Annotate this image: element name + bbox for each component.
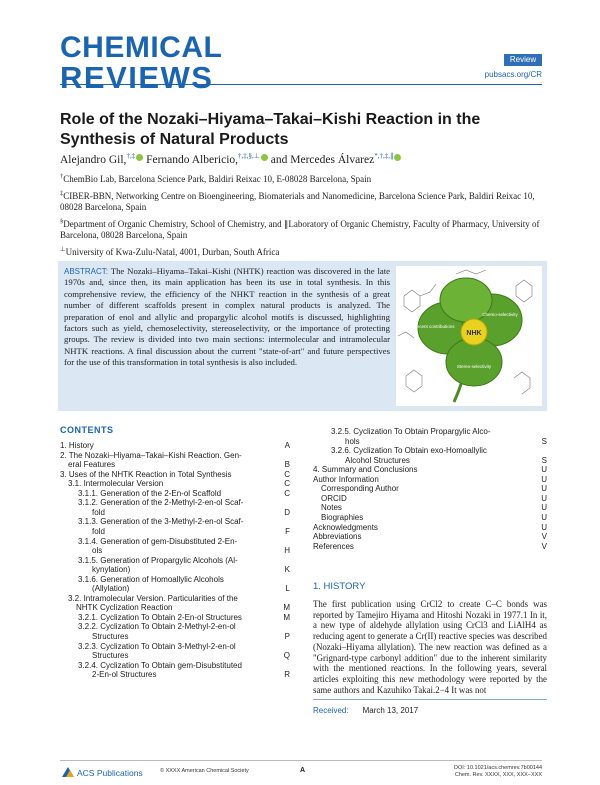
author-affiliation-marks: †,‡,§,⊥	[238, 152, 260, 160]
contents-page-letter: C	[284, 488, 290, 498]
contents-entry-title: 1. History	[60, 441, 94, 450]
contents-page-letter: V	[541, 532, 547, 542]
clover-leaf-label: Recent contributions	[413, 324, 455, 329]
received-divider	[313, 699, 547, 700]
article-title: Role of the Nozaki–Hiyama–Takai–Kishi Reaction in the Synthesis of Natural Products	[60, 111, 481, 148]
doi-citation[interactable]: DOI: 10.1021/acs.chemrev.7b00144 Chem. Rev. XXXX, XXX, XXX−XXX	[454, 765, 542, 778]
contents-entry-title: 3. Uses of the NHTK Reaction in Total Synthesis	[60, 469, 232, 479]
contents-entry[interactable]	[78, 661, 274, 671]
contents-entry[interactable]	[60, 470, 274, 480]
contents-page-letter: C	[284, 469, 290, 479]
author-affiliation-marks: *,†,‡,∥	[374, 152, 394, 160]
contents-entry-title: ols	[92, 546, 103, 556]
contents-page-letter: U	[541, 465, 547, 475]
contents-entry[interactable]	[78, 517, 274, 527]
contents-page-letter: S	[541, 455, 547, 465]
clover-leaf-label: Stereo-selectivity	[456, 364, 492, 369]
svg-text:ACS Publications: ACS Publications	[77, 768, 143, 778]
article-type-badge: Review	[504, 54, 542, 66]
contents-entry[interactable]	[60, 451, 274, 461]
contents-entry[interactable]	[313, 475, 531, 485]
contents-page-letter: H	[284, 546, 290, 556]
contents-heading: CONTENTS	[60, 425, 114, 435]
contents-entry[interactable]	[78, 489, 274, 499]
contents-entry[interactable]	[92, 584, 274, 594]
contents-page-letter: P	[284, 632, 290, 641]
contents-page-letter: R	[284, 670, 290, 680]
acs-publications-logo[interactable]	[60, 765, 160, 779]
contents-entry-title: fold	[92, 507, 105, 517]
contents-entry[interactable]	[321, 503, 531, 513]
author-name[interactable]: Fernando Albericio,	[146, 153, 239, 166]
contents-entry-title: (Allylation)	[92, 584, 130, 594]
contents-entry-title: 3.1.1. Generation of the 2-En-ol Scaffold	[78, 488, 222, 498]
contents-entry[interactable]	[313, 542, 531, 552]
affiliation: §Department of Organic Chemistry, School of Chemistry, and ∥Laboratory of Organic Chemistry, Faculty of Pharmacy, University of Barcelona, 08028 Barcelona, Spain	[60, 217, 540, 240]
contents-entry[interactable]	[76, 603, 274, 613]
contents-page-letter: F	[285, 526, 290, 536]
contents-entry-title: 3.2.2. Cyclization To Obtain 2-Methyl-2-en-ol	[78, 622, 236, 632]
contents-entry-title: NHTK Cyclization Reaction	[76, 603, 173, 613]
section-heading: 1. HISTORY	[313, 581, 366, 592]
contents-entry[interactable]	[321, 513, 531, 523]
contents-entry-title: References	[313, 541, 354, 551]
orcid-icon[interactable]	[394, 154, 401, 161]
contents-entry[interactable]	[345, 456, 531, 466]
contents-page-letter: U	[541, 474, 547, 484]
contents-entry[interactable]	[331, 427, 531, 437]
copyright: © XXXX American Chemical Society	[160, 768, 249, 774]
contents-entry-title: Biographies	[321, 512, 364, 522]
contents-entry[interactable]	[78, 613, 274, 623]
clover-leaf-label: Chemo-selectivity	[482, 312, 518, 317]
contents-entry[interactable]	[78, 622, 274, 632]
page-label: A	[300, 767, 306, 774]
footer-divider	[60, 760, 542, 761]
contents-entry[interactable]	[313, 523, 531, 533]
contents-page-letter: D	[284, 507, 290, 517]
contents-entry-title: 4. Summary and Conclusions	[313, 465, 418, 475]
author-affiliation-marks: †,‡	[126, 152, 136, 160]
affiliations	[60, 171, 550, 260]
received-date: Received: March 13, 2017	[313, 706, 419, 715]
contents-page-letter: K	[284, 565, 290, 575]
contents-entry-title: 3.1.2. Generation of the 2-Methyl-2-en-ol Scaf-	[78, 498, 244, 508]
contents-entry-title: 3.1.5. Generation of Propargylic Alcohols (Al-	[78, 555, 238, 565]
contents-entry-title: Author Information	[313, 474, 379, 484]
contents-page-letter: A	[284, 441, 290, 450]
header-divider	[60, 84, 542, 85]
contents-entry-title: 3.1.3. Generation of the 3-Methyl-2-en-ol Scaf-	[78, 517, 244, 527]
abstract-label: ABSTRACT:	[64, 267, 109, 276]
contents-page-letter: U	[541, 484, 547, 494]
contents-entry-title: ORCID	[321, 493, 347, 503]
contents-page-letter: C	[284, 479, 290, 489]
contents-page-letter: U	[541, 493, 547, 503]
history-paragraph: The first publication using CrCl2 to create C–C bonds was reported by Tamejiro Hiyama and Hitoshi Nozaki in 1977.1 In it, a new type of aldehyde allylation using CrCl3 and LiAlH4 as reducing agent to generate a Cr(II) reactive species was described (Nozaki–Hiyama allylation). The new reaction was defined as a "Grignard-type carbonyl addition" due to the inherent similarity with the mentioned reactions. In the following years, several articles exploiting this new methodology were reported by the same authors and Kazuhiko Takai.2−4 It was not	[313, 599, 547, 695]
contents-entry[interactable]	[92, 632, 274, 642]
contents-entry[interactable]	[78, 537, 274, 547]
journal-logo: CHEMICAL REVIEWS	[60, 31, 223, 95]
contents-entry-title: Acknowledgments	[313, 522, 378, 532]
affiliation: ⊥University of Kwa-Zulu-Natal, 4001, Durban, South Africa	[60, 245, 280, 257]
contents-page-letter: Q	[283, 651, 290, 661]
contents-entry[interactable]	[92, 565, 274, 575]
journal-url-link[interactable]: pubsacs.org/CR	[484, 70, 542, 79]
contents-entry[interactable]	[313, 465, 531, 475]
contents-entry-title: Abbreviations	[313, 532, 362, 542]
abstract-text: The Nozaki–Hiyama–Takai–Kishi (NHTK) reaction was discovered in the late 1970s and, since then, its main application has been its use in total synthesis. In this comprehensive review, the efficiency of the NHKT reaction in the synthesis of a great number of different scaffolds present in complex natural products is analyzed. The preparation of enol and allylic and propargylic alcohol motifs is discussed, highlighting factors such as yield, chemoselectivity, stereoselectivity, or the importance of protecting groups. The review is divided into two main sections: intermolecular and intramolecular NHTK reactions. A final discussion about the current "state-of-art" and future perspectives for the use of this transformation in total synthesis is also included.	[64, 266, 391, 368]
contents-column-left	[60, 441, 290, 711]
contents-entry-title: kynylation)	[92, 565, 131, 575]
contents-entry-title: Notes	[321, 503, 342, 513]
contents-page-letter: U	[541, 512, 547, 522]
author-name[interactable]: Alejandro Gil,	[60, 153, 127, 166]
contents-page-letter: V	[541, 541, 547, 551]
clover-illustration	[396, 266, 542, 406]
contents-entry[interactable]	[92, 670, 274, 680]
contents-page-letter: S	[541, 436, 547, 446]
orcid-icon[interactable]	[261, 154, 268, 161]
contents-entry[interactable]	[68, 479, 274, 489]
contents-entry-title: 3.2. Intramolecular Version. Particularities of the	[68, 593, 238, 603]
contents-entry[interactable]	[345, 437, 531, 447]
contents-entry[interactable]	[78, 642, 274, 652]
contents-entry[interactable]	[321, 494, 531, 504]
author-list	[60, 152, 550, 166]
contents-entry-title: 3.1. Intermolecular Version	[68, 479, 164, 489]
contents-entry-title: 3.2.4. Cyclization To Obtain gem-Disubstituted	[78, 660, 242, 670]
contents-entry[interactable]	[331, 446, 531, 456]
contents-page-letter: L	[285, 584, 290, 594]
contents-entry[interactable]	[78, 575, 274, 585]
acs-logo-icon	[60, 765, 160, 779]
contents-entry-title: 3.2.5. Cyclization To Obtain Propargylic Alco-	[331, 427, 491, 436]
orcid-icon[interactable]	[136, 154, 143, 161]
author-name[interactable]: and Mercedes Álvarez	[270, 153, 375, 166]
contents-page-letter: M	[283, 603, 290, 613]
contents-entry-title: 3.1.4. Generation of gem-Disubstituted 2-En-	[78, 536, 238, 546]
contents-entry-title: eral Features	[68, 460, 116, 470]
contents-page-letter: U	[541, 522, 547, 532]
contents-entry[interactable]	[78, 498, 274, 508]
contents-entry-title: 3.2.1. Cyclization To Obtain 2-En-ol Structures	[78, 612, 242, 622]
contents-entry-title: 2. The Nozaki–Hiyama–Takai–Kishi Reaction. Gen-	[60, 450, 242, 460]
contents-entry[interactable]	[68, 460, 274, 470]
contents-entry-title: 3.2.3. Cyclization To Obtain 3-Methyl-2-en-ol	[78, 641, 236, 651]
contents-entry[interactable]	[313, 532, 531, 542]
contents-page-letter: B	[284, 460, 290, 470]
toc-graphic	[396, 266, 542, 406]
affiliation: ‡CIBER-BBN, Networking Centre on Bioengineering, Biomaterials and Nanomedicine, Barcelona Science Park, Baldiri Reixac 10, 08028 Barcelona, Spain	[60, 189, 535, 212]
contents-entry-title: Alcohol Structures	[345, 455, 410, 465]
contents-entry-title: 3.2.6. Cyclization To Obtain exo-Homoallylic	[331, 446, 487, 456]
contents-entry[interactable]	[92, 546, 274, 556]
affiliation: †ChemBio Lab, Barcelona Science Park, Baldiri Reixac 10, E-08028 Barcelona, Spain	[60, 173, 372, 184]
contents-entry-title: 3.1.6. Generation of Homoallylic Alcohols	[78, 574, 224, 584]
contents-entry[interactable]	[92, 651, 274, 661]
contents-entry[interactable]	[78, 556, 274, 566]
contents-entry[interactable]	[68, 594, 274, 604]
contents-entry-title: Structures	[92, 651, 129, 661]
contents-entry-title: 2-En-ol Structures	[92, 670, 157, 680]
contents-entry-title: Corresponding Author	[321, 484, 399, 494]
contents-page-letter: U	[541, 503, 547, 513]
contents-column-right	[313, 427, 547, 567]
clover-center-label: NHK	[466, 330, 482, 337]
contents-entry-title: Structures	[92, 632, 129, 641]
contents-entry-title: hols	[345, 436, 360, 446]
contents-entry[interactable]	[92, 527, 274, 537]
contents-entry[interactable]	[321, 484, 531, 494]
contents-page-letter: M	[283, 612, 290, 622]
contents-entry-title: fold	[92, 526, 105, 536]
contents-entry[interactable]	[92, 508, 274, 518]
contents-entry[interactable]	[60, 441, 274, 451]
abstract	[64, 266, 390, 369]
